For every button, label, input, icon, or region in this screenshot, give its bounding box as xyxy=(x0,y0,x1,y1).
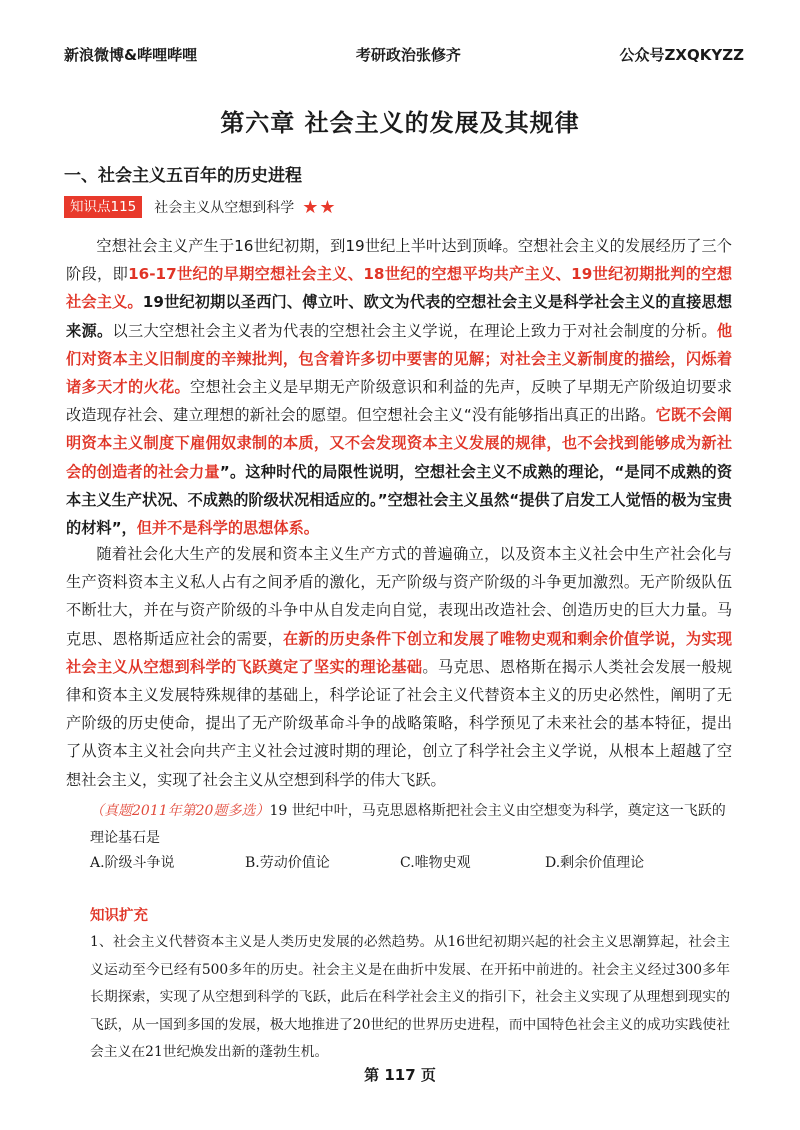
option-c: C.唯物史观 xyxy=(400,855,471,871)
exam-question xyxy=(90,798,730,852)
section-title: 一、社会主义五百年的历史进程 xyxy=(64,166,302,186)
knowledge-point-row xyxy=(64,194,337,220)
option-a: A.阶级斗争说 xyxy=(90,855,175,871)
paragraph-scientific-socialism xyxy=(66,540,732,794)
highlight-span: 但并不是科学的思想体系。 xyxy=(136,519,319,538)
text-span: 空想社会主义是早期无产阶级意识和利益的先声，反映了早期无产阶级迫切要求改造现存社会、建立理想的新社会的愿望。但空想社会主义“没有能够指出真正的出路。 xyxy=(66,378,733,425)
option-b: B.劳动价值论 xyxy=(245,855,330,871)
paragraph-utopian-socialism xyxy=(66,232,732,542)
header-left: 新浪微博&哔哩哔哩 xyxy=(64,45,198,64)
bold-span: ”空想社会主义虽然“提供了启发工人觉悟的极为宝贵的材料”， xyxy=(66,490,732,538)
highlight-span: 16-17世纪的早期空想社会主义、18世纪的空想平均共产主义、19世纪初期批判的空想社会主义。 xyxy=(66,265,733,312)
page-header xyxy=(64,42,744,66)
page-number: 第 117 页 xyxy=(364,1066,436,1084)
highlight-span: 在新的历史条件下创立和发展了唯物史观和剩余价值学说，为实现社会主义从空想到科学的飞跃奠定了坚实的理论基础 xyxy=(66,629,733,676)
question-stem: 19 世纪中叶，马克思恩格斯把社会主义由空想变为科学，奠定这一飞跃的理论基石是 xyxy=(90,803,726,846)
option-d: D.剩余价值理论 xyxy=(545,855,645,871)
header-right: 公众号ZXQKYZZ xyxy=(619,45,744,64)
knowledge-point-tag: 知识点115 xyxy=(64,196,142,218)
chapter-title: 第六章 社会主义的发展及其规律 xyxy=(220,109,580,137)
text-span: 。马克思、恩格斯在揭示人类社会发展一般规律和资本主义发展特殊规律的基础上，科学论证了社会主义代替资本主义的历史必然性，阐明了无产阶级的历史使命，提出了无产阶级革命斗争的战略策略，科学预见了未来社会的基本特征，提出了从资本主义社会向共产主义社会过渡时期的理论，创立了科学社会主义学说，从根本上超越了空想社会主义，实现了社会主义从空想到科学的伟大飞跃。 xyxy=(66,657,733,789)
text-span: 空想社会主义产生于16世纪初期，到19世纪上半叶达到顶峰。空想社会主义的发展经历了三个阶段，即 xyxy=(66,237,732,284)
bold-span: ”。这种时代的局限性说明，空想社会主义不成熟的理论，“是同不成熟的资本主义生产状况、不成熟的阶级状况相适应的。 xyxy=(66,462,733,509)
highlight-span: 它既不会阐明资本主义制度下雇佣奴隶制的本质，又不会发现资本主义发展的规律，也不会找到能够成为新社会的创造者的社会力量 xyxy=(66,406,733,481)
text-span: 以三大空想社会主义者为代表的空想社会主义学说，在理论上致力于对社会制度的分析。 xyxy=(112,321,717,340)
highlight-span: 他们对资本主义旧制度的辛辣批判，包含着许多切中要害的见解；对社会主义新制度的描绘，闪烁着诸多天才的火花。 xyxy=(66,321,733,397)
star-rating-icon: ★★ xyxy=(302,196,337,218)
extension-title: 知识扩充 xyxy=(90,908,148,924)
text-span: 随着社会化大生产的发展和资本主义生产方式的普遍确立，以及资本主义社会中生产社会化与生产资料资本主义私人占有之间矛盾的激化，无产阶级与资产阶级的斗争更加激烈。无产阶级队伍不断壮大，并在与资产阶级的斗争中从自发走向自觉，表现出改造社会、创造历史的巨大力量。马克思、恩格斯适应社会的需要， xyxy=(66,545,732,648)
knowledge-point-text: 社会主义从空想到科学 xyxy=(154,200,295,216)
extension-body: 1、社会主义代替资本主义是人类历史发展的必然趋势。从16世纪初期兴起的社会主义思潮算起，社会主义运动至今已经有500多年的历史。社会主义是在曲折中发展、在开拓中前进的。社会主义经过300多年长期探索，实现了从空想到科学的飞跃，此后在科学社会主义的指引下，社会主义实现了从理想到现实的飞跃，从一国到多国的发展，极大地推进了20世纪的世界历史进程，而中国特色社会主义的成功实践使社会主义在21世纪焕发出新的蓬勃生机。 xyxy=(90,934,730,1060)
header-center: 考研政治张修齐 xyxy=(355,45,461,64)
question-source-tag: （真题2011年第20题多选） xyxy=(90,803,270,819)
bold-span: 19世纪初期以圣西门、傅立叶、欧文为代表的空想社会主义是科学社会主义的直接思想来源。 xyxy=(66,293,733,340)
